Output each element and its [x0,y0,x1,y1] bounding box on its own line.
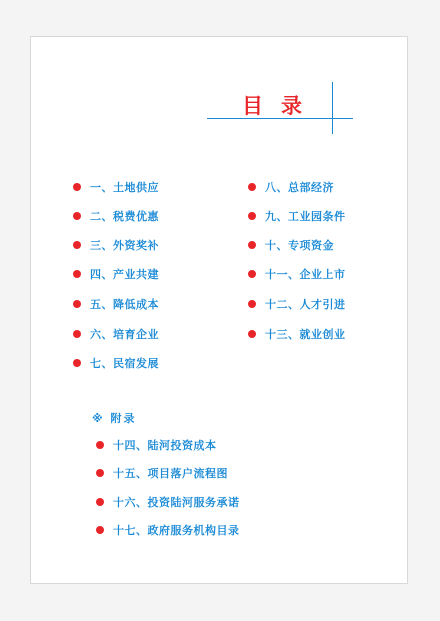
toc-item-label: 六、培育企业 [90,328,159,341]
appendix-heading: ※ 附录 [92,412,137,425]
toc-item[interactable] [248,266,346,282]
bullet-icon [96,441,104,449]
bullet-icon [73,270,81,278]
bullet-icon [248,241,256,249]
appendix-item[interactable] [96,465,228,481]
bullet-icon [96,526,104,534]
title-vertical-rule [332,82,333,134]
toc-item-label: 二、税费优惠 [90,210,159,223]
toc-item[interactable] [248,326,346,342]
toc-item-label: 十、专项资金 [265,239,334,252]
bullet-icon [73,300,81,308]
toc-item-label: 七、民宿发展 [90,357,159,370]
bullet-icon [73,241,81,249]
bullet-icon [248,270,256,278]
bullet-icon [248,330,256,338]
toc-item[interactable] [248,296,346,312]
toc-item[interactable] [73,296,159,312]
toc-item[interactable] [73,355,159,371]
appendix-item[interactable] [96,494,240,510]
bullet-icon [248,212,256,220]
toc-item-label: 三、外资奖补 [90,239,159,252]
bullet-icon [248,300,256,308]
bullet-icon [96,498,104,506]
toc-item-label: 十三、就业创业 [265,328,346,341]
page-title: 目录 [242,93,320,118]
bullet-icon [73,183,81,191]
toc-item[interactable] [248,208,346,224]
appendix-item-label: 十四、陆河投资成本 [113,439,217,452]
appendix-item[interactable] [96,522,240,538]
toc-item-label: 一、土地供应 [90,181,159,194]
appendix-item-label: 十七、政府服务机构目录 [113,524,240,537]
toc-item-label: 五、降低成本 [90,298,159,311]
appendix-item[interactable] [96,437,217,453]
bullet-icon [73,359,81,367]
toc-item-label: 九、工业园条件 [265,210,346,223]
toc-item[interactable] [73,179,159,195]
toc-item[interactable] [248,237,334,253]
toc-item[interactable] [73,266,159,282]
bullet-icon [96,469,104,477]
toc-item-label: 十二、人才引进 [265,298,346,311]
toc-item-label: 八、总部经济 [265,181,334,194]
appendix-item-label: 十五、项目落户流程图 [113,467,228,480]
toc-item[interactable] [73,208,159,224]
bullet-icon [73,212,81,220]
toc-item[interactable] [248,179,334,195]
bullet-icon [248,183,256,191]
toc-item[interactable] [73,326,159,342]
toc-item-label: 四、产业共建 [90,268,159,281]
bullet-icon [73,330,81,338]
appendix-item-label: 十六、投资陆河服务承诺 [113,496,240,509]
toc-item-label: 十一、企业上市 [265,268,346,281]
toc-item[interactable] [73,237,159,253]
